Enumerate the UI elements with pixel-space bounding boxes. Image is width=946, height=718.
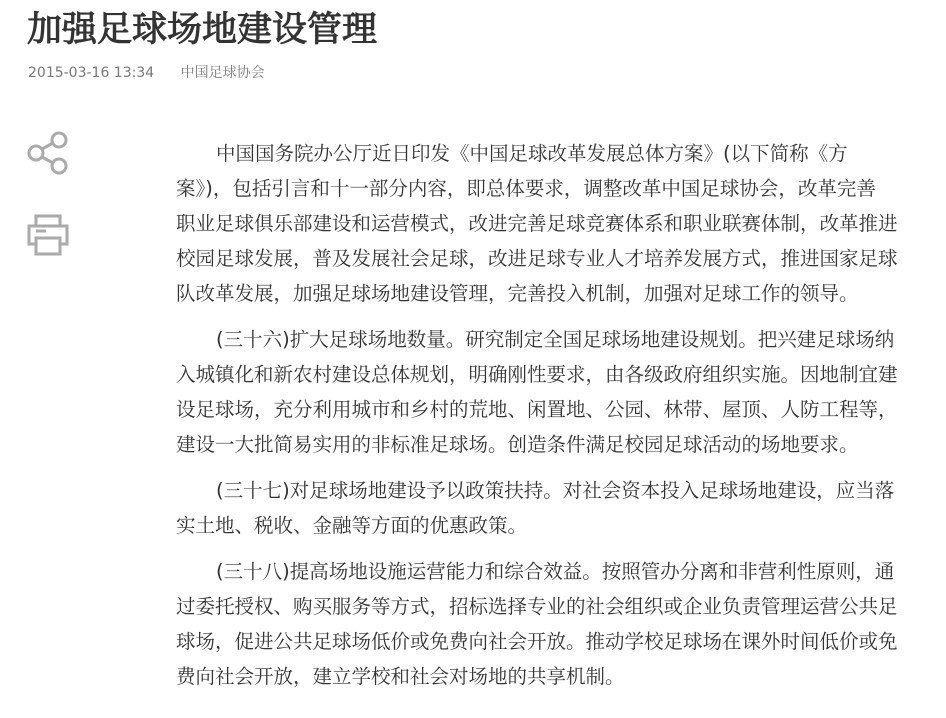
paragraph-line: 过委托授权、购买服务等方式，招标选择专业的社会组织或企业负责管理运营公共足	[176, 595, 898, 618]
paragraph-line: (三十七)对足球场地建设予以政策扶持。对社会资本投入足球场地建设，应当落	[216, 479, 895, 502]
paragraph-line: 校园足球发展，普及发展社会足球，改进足球专业人才培养发展方式，推进国家足球	[176, 247, 898, 270]
paragraph	[176, 322, 936, 462]
paragraph-line: 费向社会开放，建立学校和社会对场地的共享机制。	[176, 665, 625, 688]
paragraph	[176, 136, 936, 311]
paragraph-line: 球场，促进公共足球场低价或免费向社会开放。推动学校足球场在课外时间低价或免	[176, 630, 898, 653]
article-body	[176, 136, 936, 705]
paragraph-line: 设足球场，充分利用城市和乡村的荒地、闲置地、公园、林带、屋顶、人防工程等，	[176, 398, 898, 421]
share-button[interactable]	[26, 131, 70, 175]
paragraph-line: 实土地、税收、金融等方面的优惠政策。	[176, 514, 528, 537]
print-button[interactable]	[26, 213, 70, 257]
page-title: 加强足球场地建设管理	[27, 10, 378, 50]
paragraph	[176, 473, 936, 543]
article-meta	[28, 64, 287, 82]
paragraph-line: 入城镇化和新农村建设总体规划，明确刚性要求，由各级政府组织实施。因地制宜建	[176, 363, 898, 386]
paragraph-line: 案》)，包括引言和十一部分内容，即总体要求，调整改革中国足球协会，改革完善	[176, 177, 876, 200]
print-icon	[26, 213, 70, 257]
paragraph-line: 中国国务院办公厅近日印发《中国足球改革发展总体方案》(以下简称《方	[216, 142, 848, 165]
paragraph	[176, 554, 936, 694]
publish-date: 2015-03-16 13:34	[28, 65, 155, 81]
paragraph-line: 队改革发展，加强足球场地建设管理，完善投入机制，加强对足球工作的领导。	[176, 282, 859, 305]
share-icon	[26, 131, 70, 175]
paragraph-line: (三十八)提高场地设施运营能力和综合效益。按照管办分离和非营利性原则，通	[216, 560, 895, 583]
article-source[interactable]: 中国足球协会	[180, 65, 265, 81]
paragraph-line: (三十六)扩大足球场地数量。研究制定全国足球场地建设规划。把兴建足球场纳	[216, 328, 895, 351]
paragraph-line: 建设一大批简易实用的非标准足球场。创造条件满足校园足球活动的场地要求。	[176, 433, 859, 456]
paragraph-line: 职业足球俱乐部建设和运营模式，改进完善足球竞赛体系和职业联赛体制，改革推进	[176, 212, 898, 235]
